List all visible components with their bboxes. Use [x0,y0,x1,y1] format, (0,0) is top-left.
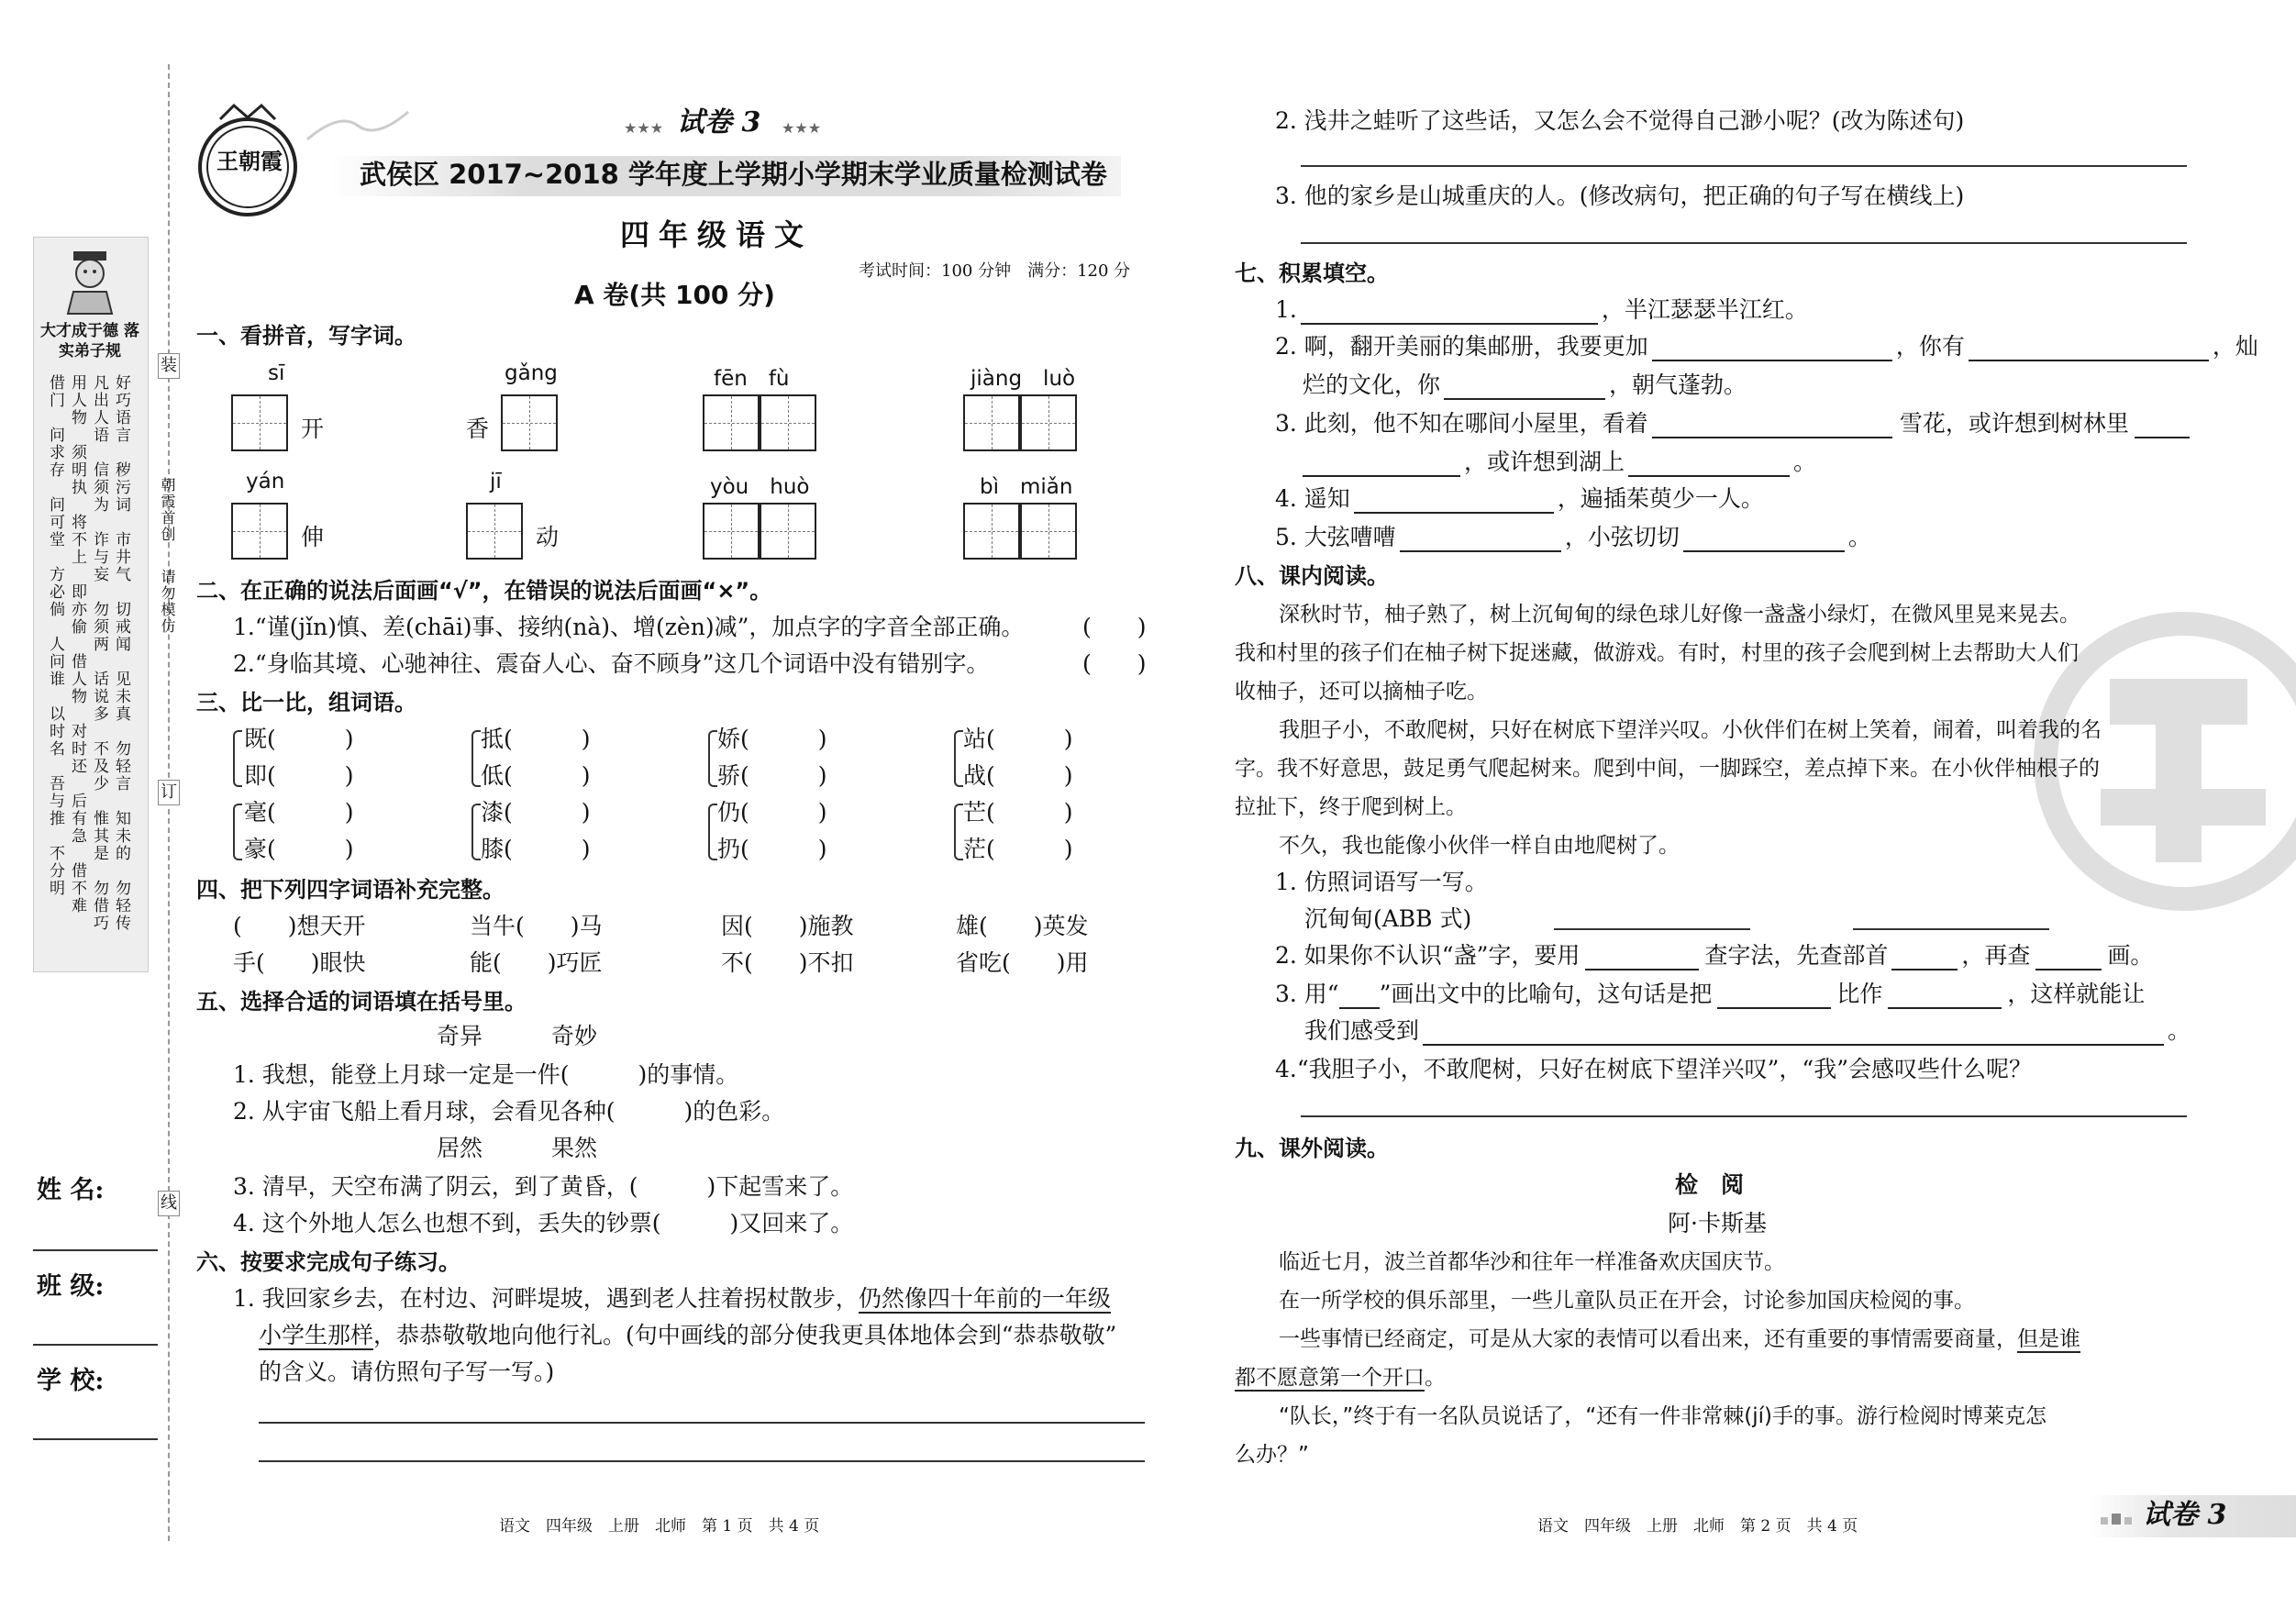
q3-word: 即( ) [244,762,354,789]
section-a-title: A 卷(共 100 分) [574,280,775,310]
school-label: 学 校: [37,1367,105,1395]
q3-word: 抵( ) [481,726,591,752]
q7-text: ，或许想到湖上 [1464,449,1625,475]
q6-answer-line[interactable] [259,1460,1145,1462]
q7-item2b [1303,371,1747,400]
class-field[interactable] [33,1344,158,1346]
q3-brace [954,730,963,787]
q8-text: 。 [2168,1017,2191,1044]
q8-text: ”画出文中的比喻句，这句话是把 [1379,981,1713,1007]
q8-passage-line: 不久，我也能像小伙伴一样自由地爬树了。 [1279,834,1680,858]
q9-underlined-sentence: 但是谁 [2017,1327,2080,1351]
subject-title: 四年级语文 [620,217,814,252]
q7-item4 [1275,484,1764,514]
q8-sub1b: 沉甸甸(ABB 式) [1304,905,1472,932]
q6-underlined-phrase: 小学生那样 [259,1322,374,1348]
q1-write-box[interactable] [231,503,288,560]
q1-write-box[interactable] [501,394,558,451]
q8-passage-line: 我胆子小，不敢爬树，只好在树底下望洋兴叹。小伙伴们在树上笑着，闹着，叫着我的名 [1279,718,2102,742]
exam-info: 考试时间：100 分钟 满分：120 分 [859,261,1131,281]
q8-blank[interactable] [1888,983,2002,1009]
q6-item3: 3. 他的家乡是山城重庆的人。(修改病句，把正确的句子写在横线上) [1275,183,1965,209]
q8-text: 查字法，先查部首 [1704,942,1889,969]
side-label-ding: 订 [158,780,180,805]
q9-passage-line: 临近七月，波兰首都华沙和往年一样准备欢庆国庆节。 [1279,1250,1785,1274]
q5-item: 3. 清早，天空布满了阴云，到了黄昏，( )下起雪来了。 [233,1173,854,1200]
q9-text: 一些事情已经商定，可是从大家的表情可以看出来，还有重要的事情需要商量， [1279,1327,2017,1351]
q7-item2 [1275,332,2258,361]
q2-answer-paren[interactable]: ( ) [1082,614,1147,640]
q5-title: 五、选择合适的词语填在括号里。 [196,989,527,1015]
name-label: 姓 名: [37,1176,105,1204]
q7-num: 1. [1275,296,1297,323]
q7-text: 烂的文化，你 [1303,372,1441,398]
footer-right: 语文 四年级 上册 北师 第 2 页 共 4 页 [1537,1517,1858,1536]
q3-word: 漆( ) [481,799,591,826]
q3-word: 芒( ) [963,799,1073,826]
q3-word: 骄( ) [717,762,827,789]
q1-write-box[interactable] [963,503,1020,560]
q7-blank[interactable] [1652,413,1892,438]
name-field[interactable] [33,1249,158,1251]
q3-word: 膝( ) [481,836,591,862]
q4-idiom: 手( )眼快 [233,949,366,976]
q3-brace [708,804,717,860]
q9-story-title: 检 阅 [1675,1171,1745,1198]
q6-item1-text: 1. 我回家乡去，在村边、河畔堤坡，遇到老人拄着拐杖散步， [233,1285,859,1312]
q3-title: 三、比一比，组词语。 [196,690,416,715]
q3-brace [954,804,963,860]
q1-char: 香 [466,416,490,442]
q6-item1-line1 [233,1284,1111,1314]
q6-item1-line3: 的含义。请仿照句子写一写。) [259,1359,555,1385]
q9-passage-line [1235,1363,1446,1392]
q8-passage-line: 我和村里的孩子们在柚子树下捉迷藏，做游戏。有时，村里的孩子会爬到树上去帮助大人们 [1235,641,2079,665]
q7-blank[interactable] [1444,374,1605,400]
q3-word: 娇( ) [717,726,827,752]
q8-text: 比作 [1836,981,1883,1007]
series-stars-left: ★★★ [624,119,664,137]
q1-write-box[interactable] [963,394,1020,451]
q7-blank[interactable] [1400,527,1561,552]
q9-author: 阿·卡斯基 [1668,1210,1767,1237]
q1-write-box[interactable] [703,394,760,451]
q4-idiom: 能( )巧匠 [470,949,603,976]
footer-badge: 试卷 3 [2143,1499,2227,1531]
q6-title: 六、按要求完成句子练习。 [196,1249,460,1275]
q2-item: 2.“身临其境、心驰神往、震奋人心、奋不顾身”这几个词语中没有错别字。 [233,650,990,677]
q8-sub4: 4.“我胆子小，不敢爬树，只好在树底下望洋兴叹”，“我”会感叹些什么呢？ [1275,1056,2032,1082]
q8-text: ，再查 [1961,942,2031,969]
q1-pinyin: jiàng luò [971,367,1076,391]
q8-sub1: 1. 仿照词语写一写。 [1275,869,1488,895]
q1-title: 一、看拼音，写字词。 [196,323,416,349]
q8-sub3 [1275,980,2145,1009]
q1-char: 动 [536,524,560,550]
q9-passage-line: 么办？” [1235,1443,1309,1467]
q1-write-box[interactable] [466,503,523,560]
q8-text: 我们感受到 [1304,1017,1420,1044]
q5-item: 1. 我想，能登上月球一定是一件( )的事情。 [233,1061,739,1088]
q8-text: ，这样就能让 [2007,981,2146,1007]
q8-text: 画。 [2107,942,2154,969]
q6-underlined-phrase: 仍然像四十年前的一年级 [858,1285,1111,1312]
q7-item5 [1275,523,1871,552]
school-field[interactable] [33,1438,158,1440]
q9-text: 。 [1425,1366,1446,1390]
sidebar-motto: 大才成于德 落实弟子规 [40,322,139,360]
q6-answer-line[interactable] [1301,242,2187,244]
q1-char: 开 [301,416,325,442]
q8-blank[interactable] [1891,945,1958,970]
q6-item1-line2 [259,1321,1116,1350]
q7-text: 2. 啊，翻开美丽的集邮册，我要更加 [1275,333,1648,360]
q7-item3 [1275,409,2190,438]
q2-title: 二、在正确的说法后面画“√”，在错误的说法后面画“×”。 [196,578,772,604]
q1-pinyin: gǎng [505,361,558,385]
q3-word: 战( ) [963,762,1073,789]
q9-passage-line [1279,1325,2080,1354]
q9-underlined-sentence: 都不愿意第一个开口 [1235,1366,1425,1390]
q7-blank[interactable] [1301,299,1598,325]
q8-answer-blank[interactable] [1853,928,2049,930]
q7-blank[interactable] [1969,336,2209,361]
q7-text: ，灿 [2212,333,2258,360]
q1-write-box[interactable] [703,503,760,560]
q4-idiom: 雄( )英发 [956,913,1089,939]
q8-blank[interactable] [1423,1020,2164,1046]
q3-brace [708,730,717,787]
exam-title: 武侯区 2017~2018 学年度上学期小学期末学业质量检测试卷 [360,159,1107,190]
q3-brace [471,804,481,860]
q7-item3b [1303,448,1816,477]
q1-pinyin: yòu huò [710,475,810,499]
q8-sub3b [1304,1016,2191,1046]
q3-brace [233,804,242,860]
q5-word-options: 居然 果然 [437,1135,598,1161]
q4-idiom: 因( )施教 [721,913,854,939]
q4-idiom: 省吃( )用 [956,949,1089,976]
q3-word: 既( ) [244,726,354,752]
sidebar-maxims: 好巧语言 秽污词 市井气 切戒闻 见未真 勿轻言 知未的 勿轻传 凡出人语 信须为 诈与妄 勿须两 话说多 不及少 惟其是 勿借巧 用人物 须明执 将不上 即亦偷 借人物 对时还 后有急 借不难 借门 问求存 问可堂 方必倘 人问谁 以时名 吾与推 不分明 [46,374,130,932]
q3-word: 豪( ) [244,836,354,862]
q7-blank[interactable] [1628,451,1790,477]
q1-write-box[interactable] [760,503,816,560]
q8-sub2 [1275,941,2153,970]
side-label-zhuang: 装 [158,353,180,379]
q4-idiom: 不( )不扣 [721,949,854,976]
q7-blank[interactable] [2135,413,2190,438]
q3-word: 扔( ) [717,836,827,862]
q8-blank[interactable] [1339,983,1380,1009]
q8-text: 3. 用“ [1275,981,1339,1007]
q2-item: 1.“谨(jǐn)慎、差(chāi)事、接纳(nà)、增(zèn)减”，加点字的字音全部正确。 [233,614,1025,640]
q7-blank[interactable] [1683,527,1845,552]
q7-text: ，半江瑟瑟半江红。 [1601,296,1808,323]
q9-passage-line: “队长，”终于有一名队员说话了，“还有一件非常棘(jí)手的事。游行检阅时博莱克怎 [1279,1404,2046,1428]
q8-title: 八、课内阅读。 [1235,563,1389,589]
q1-pinyin: sī [268,361,285,385]
q7-text: 4. 遥知 [1275,485,1350,512]
q7-blank[interactable] [1354,488,1554,514]
ribbon-decoration [303,103,413,158]
q8-text: 2. 如果你不认识“盏”字，要用 [1275,942,1581,969]
q1-write-box[interactable] [1020,503,1077,560]
q2-answer-paren[interactable]: ( ) [1082,650,1147,677]
side-label-xian: 线 [158,1191,180,1216]
q8-blank[interactable] [1585,945,1699,970]
q8-passage-line: 收柚子，还可以摘柚子吃。 [1235,680,1488,704]
footer-badge-dots-icon [2101,1510,2137,1528]
q7-item1 [1275,295,1808,325]
q6-answer-line[interactable] [1301,165,2187,167]
q8-answer-line[interactable] [1301,1115,2187,1117]
q8-blank[interactable] [1717,983,1831,1009]
q8-passage-line: 深秋时节，柚子熟了，树上沉甸甸的绿色球儿好像一盏盏小绿灯，在微风里晃来晃去。 [1279,603,2080,627]
q7-text: 。 [1793,449,1817,475]
q3-brace [471,730,481,787]
q7-text: 3. 此刻，他不知在哪间小屋里，看着 [1275,410,1648,437]
q9-passage-line: 在一所学校的俱乐部里，一些儿童队员正在开会，讨论参加国庆检阅的事。 [1279,1289,1975,1313]
side-label-no-copy: 请勿模仿 [159,569,176,635]
q1-char: 伸 [301,524,325,550]
q8-passage-line: 字。我不好意思，鼓足勇气爬起树来。爬到中间，一脚踩空，差点掉下来。在小伙伴柚根子的 [1235,757,2100,781]
footer-left: 语文 四年级 上册 北师 第 1 页 共 4 页 [499,1517,820,1536]
q7-blank[interactable] [1652,336,1892,361]
q1-write-box[interactable] [1020,394,1077,451]
q6-item2: 2. 浅井之蛙听了这些话，又怎么会不觉得自己渺小呢？(改为陈述句) [1275,107,1965,134]
q8-answer-blank[interactable] [1554,928,1750,930]
q7-blank[interactable] [1303,451,1460,477]
q5-item: 4. 这个外地人怎么也想不到，丢失的钞票( )又回来了。 [233,1210,854,1237]
q8-passage-line: 拉扯下，终于爬到树上。 [1235,795,1467,819]
q3-word: 站( ) [963,726,1073,752]
q4-title: 四、把下列四字词语补充完整。 [196,877,505,903]
q7-text: 。 [1847,524,1871,550]
q1-pinyin: jī [490,470,502,494]
class-label: 班 级: [37,1272,105,1301]
q5-item: 2. 从宇宙飞船上看月球，会看见各种( )的色彩。 [233,1098,785,1125]
q3-word: 毫( ) [244,799,354,826]
logo-text: 王朝霞 [216,148,283,174]
q5-word-options: 奇异 奇妙 [437,1023,598,1049]
q3-brace [233,730,242,787]
series-stars-right: ★★★ [782,119,822,137]
series-title: 试卷 3 [677,106,761,139]
q8-blank[interactable] [2035,945,2102,970]
q1-pinyin: bì miǎn [980,475,1073,499]
q1-write-box[interactable] [231,394,288,451]
q1-write-box[interactable] [760,394,816,451]
side-label-original: 朝霞首创 [159,477,176,543]
q3-word: 茫( ) [963,836,1073,862]
q4-idiom: 当牛( )马 [470,913,603,939]
q7-text: 5. 大弦嘈嘈 [1275,524,1396,550]
q1-pinyin: yán [246,470,285,494]
q9-title: 九、课外阅读。 [1235,1136,1389,1161]
q7-text: ，朝气蓬勃。 [1609,372,1747,398]
q3-word: 仍( ) [717,799,827,826]
q7-text: ，你有 [1895,333,1965,360]
q3-word: 低( ) [481,762,591,789]
scholar-figure-icon [55,246,125,316]
q7-title: 七、积累填空。 [1235,261,1389,286]
q4-idiom: ( )想天开 [233,913,366,939]
q1-pinyin: fēn fù [714,367,790,391]
q6-item1-text: ，恭恭敬敬地向他行礼。(句中画线的部分使我更具体地体会到“恭恭敬敬” [373,1322,1117,1348]
q6-answer-line[interactable] [259,1422,1145,1424]
q7-text: ，遍插茱萸少一人。 [1557,485,1764,512]
q7-text: ，小弦切切 [1564,524,1680,550]
q7-text: 雪花，或许想到树林里 [1899,410,2129,437]
